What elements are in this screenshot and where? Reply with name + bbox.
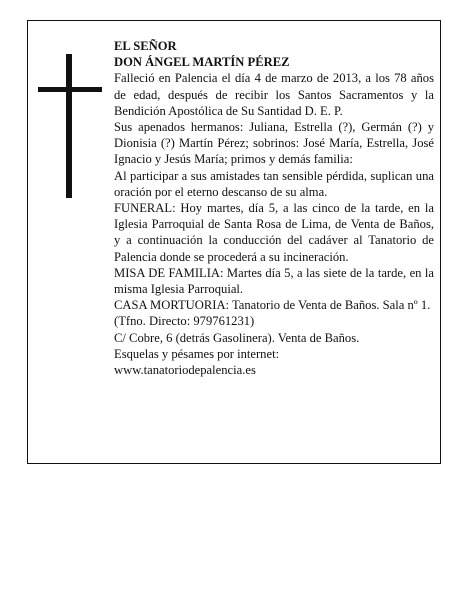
internet-paragraph: Esquelas y pésames por internet:: [114, 346, 280, 361]
notice-title: EL SEÑOR: [114, 39, 177, 53]
death-paragraph: Falleció en Palencia el día 4 de marzo de 2013, a los 78 años de edad, después de recibir los Santos Sacramentos y la Bendición Apostólica de Su Santidad D. E. P.: [114, 71, 434, 118]
cross-horizontal-bar: [38, 87, 102, 92]
obituary-text: [114, 38, 434, 378]
request-paragraph: Al participar a sus amistades tan sensible pérdida, suplican una oración por el eterno descanso de su alma.: [114, 168, 434, 199]
deceased-name: DON ÁNGEL MARTÍN PÉREZ: [114, 55, 290, 70]
funeral-home-paragraph: CASA MORTUORIA: Tanatorio de Venta de Baños. Sala nº 1. (Tfno. Directo: 979761231): [114, 298, 431, 329]
funeral-paragraph: FUNERAL: Hoy martes, día 5, a las cinco de la tarde, en la Iglesia Parroquial de Santa Rosa de Lima, de Venta de Baños, y a continuación la conducción del cadáver al Tanatorio de Palencia donde se procederá a su incineración.: [114, 201, 434, 264]
cross-icon: [38, 54, 102, 198]
website-link[interactable]: www.tanatoriodepalencia.es: [114, 363, 256, 378]
family-paragraph: Sus apenados hermanos: Juliana, Estrella (?), Germán (?) y Dionisia (?) Martín Pérez; sobrinos: José María, Estrella, José Ignacio y Jesús María; primos y demás familia:: [114, 120, 434, 167]
address-paragraph: C/ Cobre, 6 (detrás Gasolinera). Venta de Baños.: [114, 330, 360, 345]
cross-vertical-bar: [66, 54, 72, 198]
family-mass-paragraph: MISA DE FAMILIA: Martes día 5, a las siete de la tarde, en la misma Iglesia Parroquial.: [114, 265, 434, 297]
